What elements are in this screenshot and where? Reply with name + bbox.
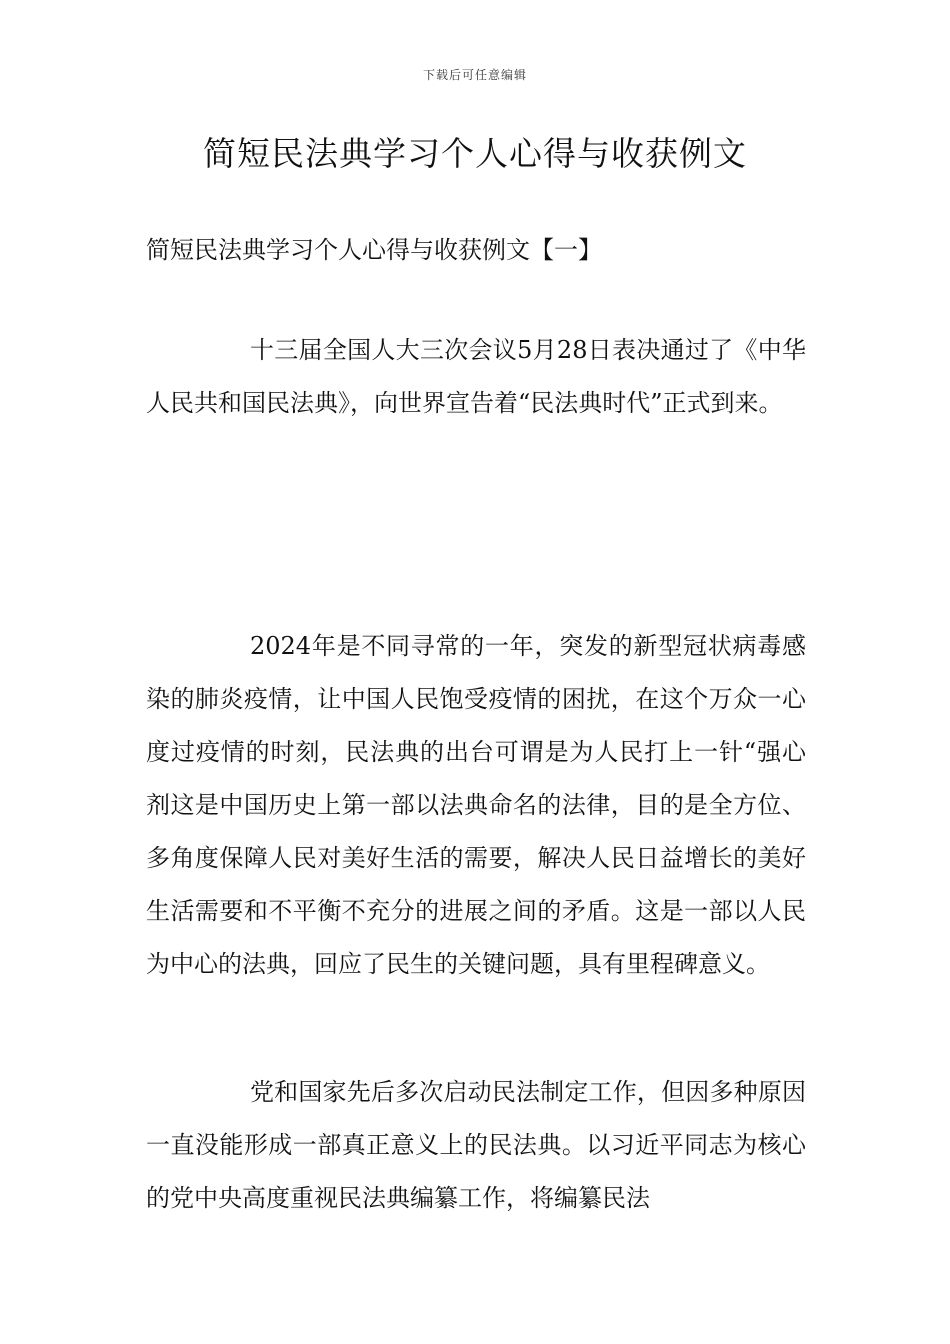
header-note: 下载后可任意编辑 [422, 68, 527, 82]
paragraph-1: 十三届全国人大三次会议5月28日表决通过了《中华人民共和国民法典》，向世界宣告着“民法典时代”正式到来。 [146, 336, 806, 417]
paragraph-3: 党和国家先后多次启动民法制定工作，但因多种原因一直没能形成一部真正意义上的民法典。以习近平同志为核心的党中央高度重视民法典编纂工作，将编纂民法 [146, 1078, 806, 1212]
document-title: 简短民法典学习个人心得与收获例文 [203, 134, 747, 173]
section-heading: 简短民法典学习个人心得与收获例文【一】 [146, 236, 602, 264]
paragraph-2: 2024年是不同寻常的一年，突发的新型冠状病毒感染的肺炎疫情，让中国人民饱受疫情的困扰，在这个万众一心度过疫情的时刻，民法典的出台可谓是为人民打上一针“强心剂这是中国历史上第一部以法典命名的法律，目的是全方位、多角度保障人民对美好生活的需要，解决人民日益增长的美好生活需要和不平衡不充分的进展之间的矛盾。这是一部以人民为中心的法典，回应了民生的关键问题，具有里程碑意义。 [146, 632, 806, 978]
